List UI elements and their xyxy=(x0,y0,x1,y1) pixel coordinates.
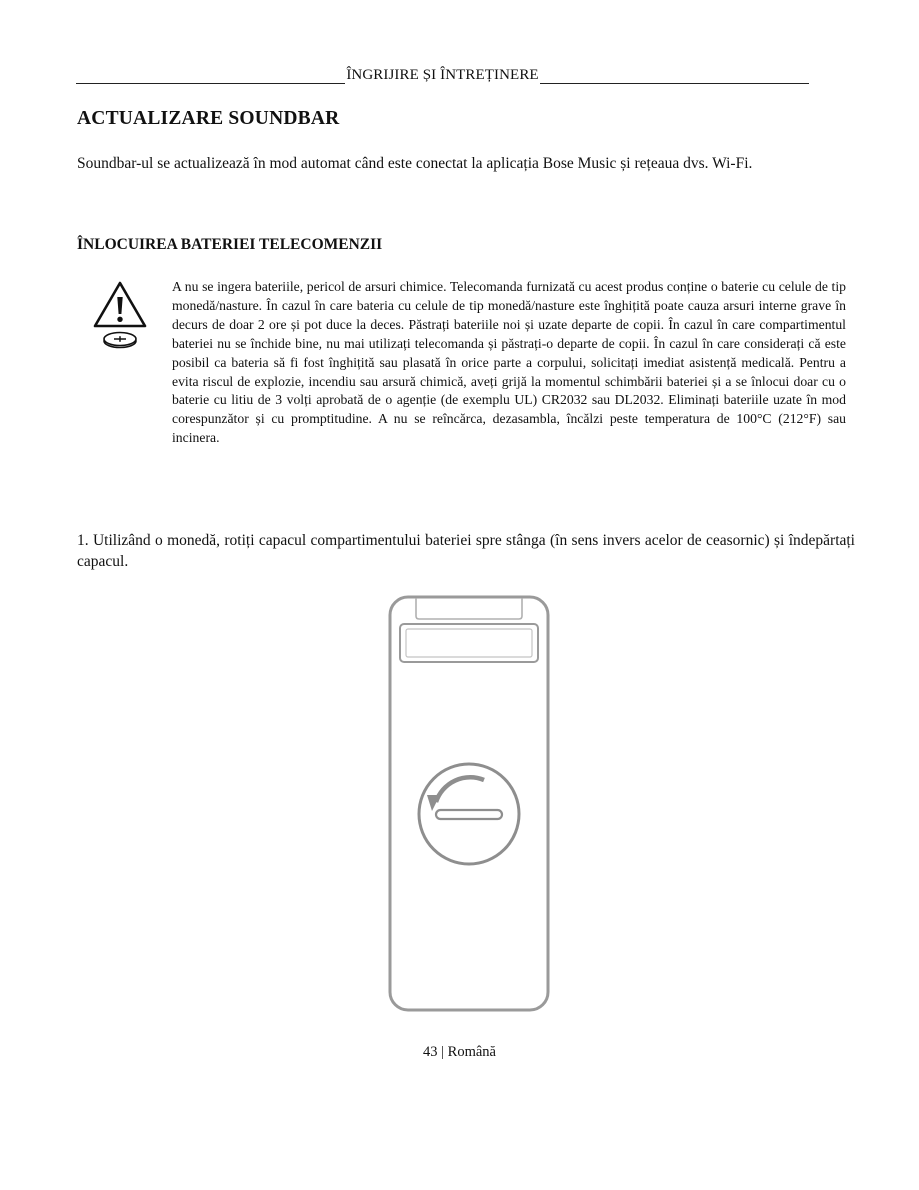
section-title: ÎNGRIJIRE ȘI ÎNTREȚINERE xyxy=(346,67,539,83)
update-heading: ACTUALIZARE SOUNDBAR xyxy=(77,108,340,129)
header-rule-right xyxy=(540,69,809,84)
header-rule-left xyxy=(76,69,345,84)
update-paragraph: Soundbar-ul se actualizează în mod automat când este conectat la aplicația Bose Music și rețeaua dvs. Wi-Fi. xyxy=(77,155,753,172)
step-1-text: 1. Utilizând o monedă, rotiți capacul compartimentului bateriei spre stânga (în sens invers acelor de ceasornic) și îndepărtați capacul. xyxy=(77,532,855,570)
page-footer: 43 | Română xyxy=(423,1044,496,1060)
battery-warning-text: A nu se ingera bateriile, pericol de arsuri chimice. Telecomanda furnizată cu acest produs conține o baterie cu celule de tip monedă/nasture. În cazul în care bateria cu celule de tip monedă/nasture este înghițită poate cauza arsuri interne grave în decurs de doar 2 ore și pot duce la deces. Păstrați bateriile noi și uzate departe de copii. În cazul în care compartimentul bateriei nu se închide bine, nu mai utilizați telecomanda și păstrați-o departe de copii. În cazul în care considerați că este posibil ca bateria să fi fost înghițită sau plasată în orice parte a corpului, solicitați imediat asistență medicală. Pentru a evita riscul de explozie, incendiu sau arsură chimică, aveți grijă la momentul schimbării bateriei și a se înlocui doar cu o baterie cu litiu de 3 volți aprobată de o agenție (de exemplu UL) CR2032 sau DL2032. Eliminați bateriile uzate în mod corespunzător și cu promptitudine. A nu se reîncărca, dezasambla, încălzi peste temperatura de 100°C (212°F) sau incinera. xyxy=(172,279,846,446)
page-header xyxy=(76,66,809,84)
coin-battery-icon xyxy=(104,333,136,348)
battery-heading: ÎNLOCUIREA BATERIEI TELECOMENZII xyxy=(77,236,383,253)
warning-triangle-icon xyxy=(92,280,148,350)
remote-back-illustration xyxy=(386,594,552,1014)
